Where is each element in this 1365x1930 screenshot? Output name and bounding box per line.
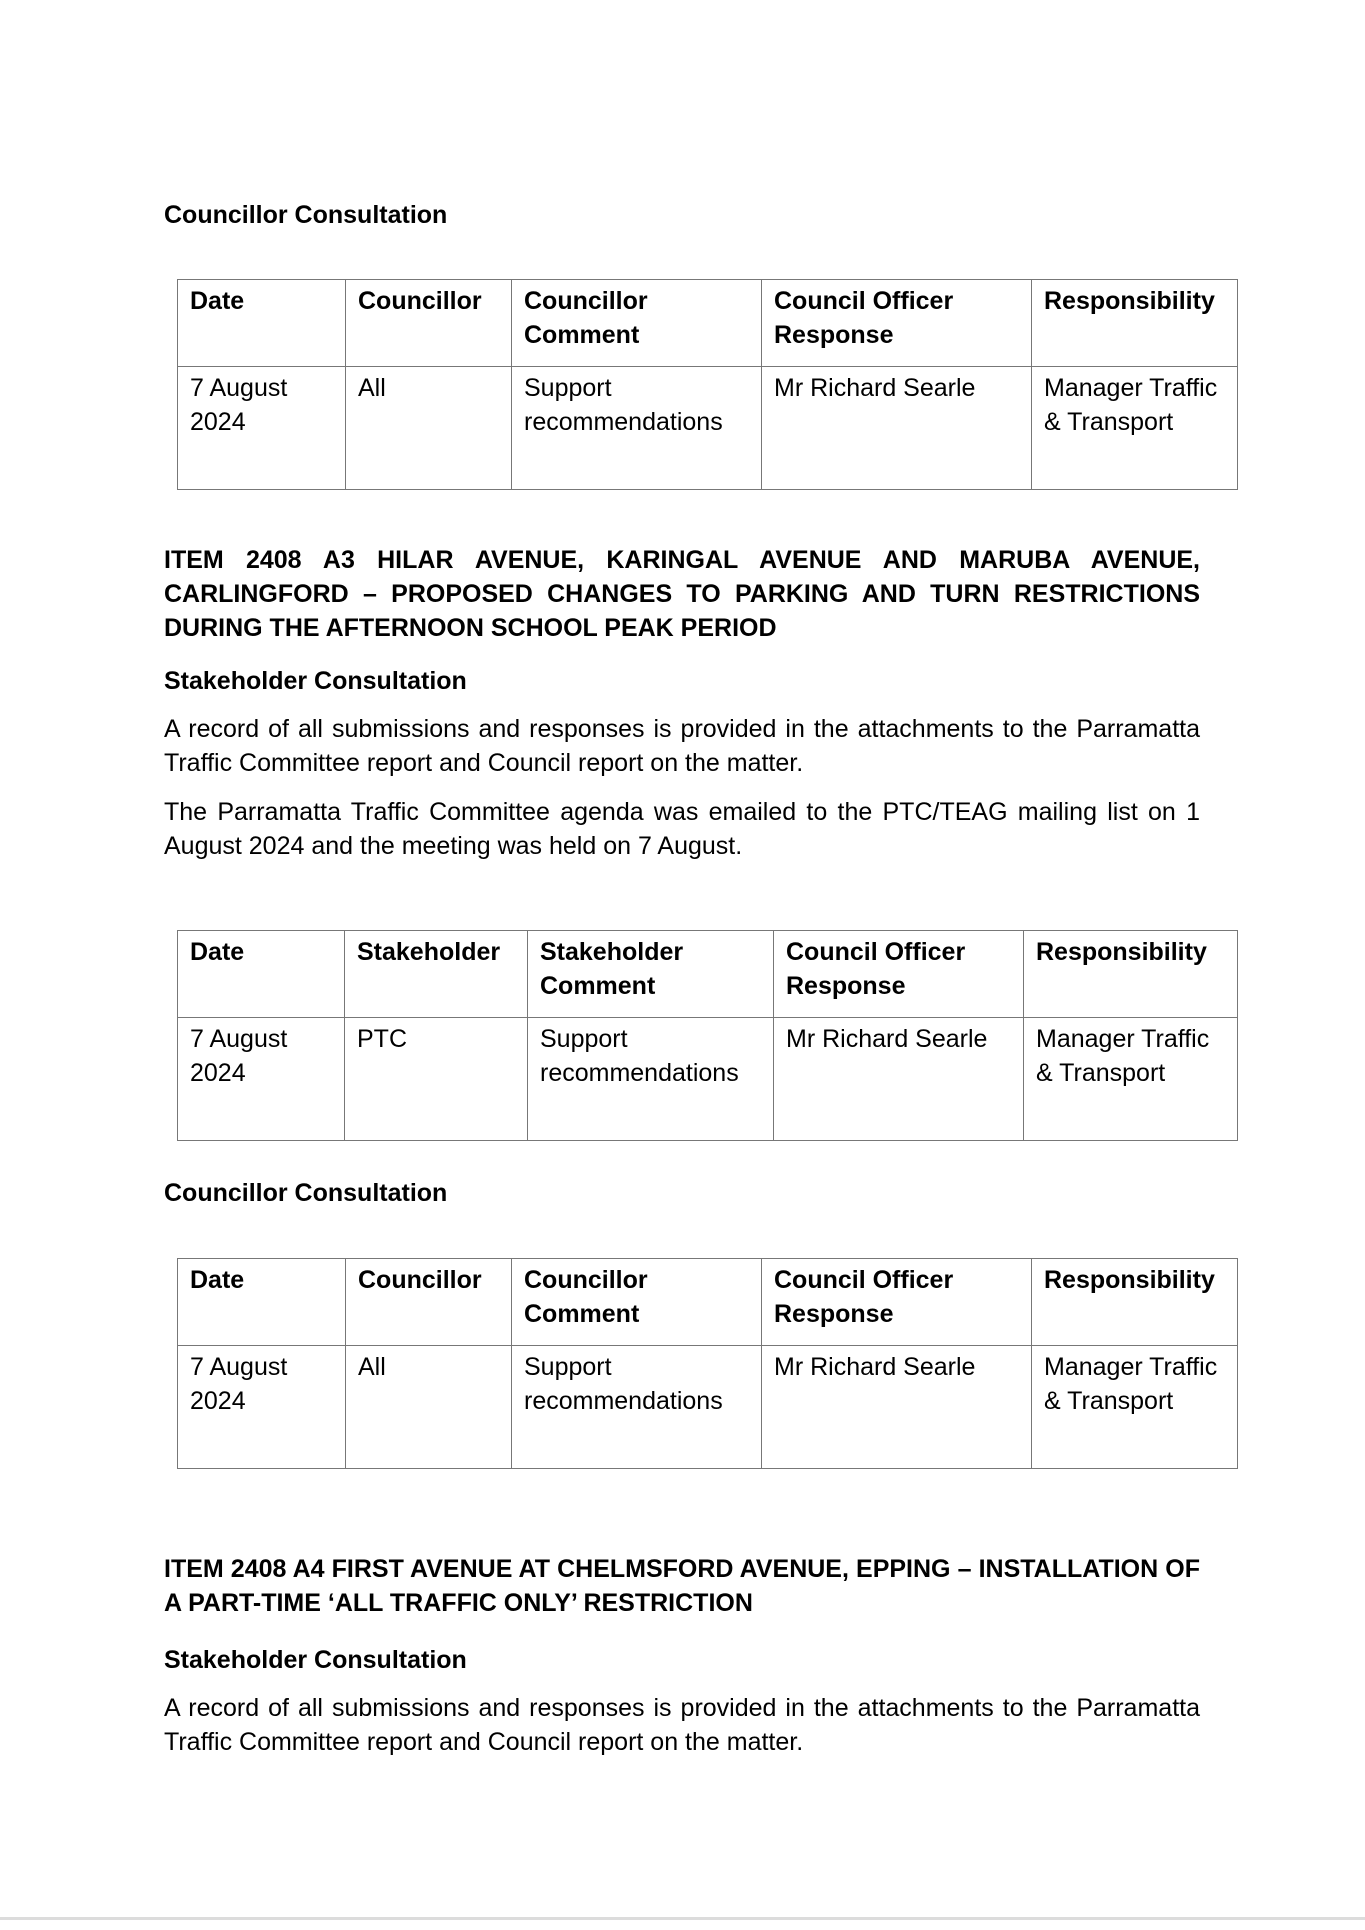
item-a4-stakeholder-heading: Stakeholder Consultation xyxy=(164,1646,467,1674)
cell-councillor: All xyxy=(346,1346,512,1469)
header-date: Date xyxy=(178,280,346,367)
header-councillor-comment: Councillor Comment xyxy=(512,280,762,367)
cell-responsibility: Manager Traffic & Transport xyxy=(1032,1346,1238,1469)
item-a3-stakeholder-table xyxy=(177,930,1238,1141)
header-councillor-comment: Councillor Comment xyxy=(512,1259,762,1346)
cell-comment: Support recommendations xyxy=(528,1018,774,1141)
item-a3-paragraph-2: The Parramatta Traffic Committee agenda was emailed to the PTC/TEAG mailing list on 1 August 2024 and the meeting was held on 7 August. xyxy=(164,798,1200,860)
cell-date: 7 August 2024 xyxy=(178,1346,346,1469)
table-header-row xyxy=(178,931,1238,1018)
cell-officer-response: Mr Richard Searle xyxy=(774,1018,1024,1141)
header-date: Date xyxy=(178,931,345,1018)
councillor-consultation-heading: Councillor Consultation xyxy=(164,201,448,229)
cell-officer-response: Mr Richard Searle xyxy=(762,367,1032,490)
cell-councillor: All xyxy=(346,367,512,490)
cell-date: 7 August 2024 xyxy=(178,1018,345,1141)
item-a3-councillor-heading: Councillor Consultation xyxy=(164,1179,448,1207)
cell-date: 7 August 2024 xyxy=(178,367,346,490)
cell-responsibility: Manager Traffic & Transport xyxy=(1024,1018,1238,1141)
table-header-row xyxy=(178,280,1238,367)
cell-stakeholder: PTC xyxy=(345,1018,528,1141)
header-officer-response: Council Officer Response xyxy=(762,1259,1032,1346)
cell-responsibility: Manager Traffic & Transport xyxy=(1032,367,1238,490)
item-a3-paragraph-1: A record of all submissions and responses is provided in the attachments to the Parramatta Traffic Committee report and Council report on the matter. xyxy=(164,715,1200,777)
header-councillor: Councillor xyxy=(346,280,512,367)
cell-officer-response: Mr Richard Searle xyxy=(762,1346,1032,1469)
header-responsibility: Responsibility xyxy=(1024,931,1238,1018)
table-row xyxy=(178,1346,1238,1469)
table-row xyxy=(178,1018,1238,1141)
cell-comment: Support recommendations xyxy=(512,367,762,490)
item-a3-councillor-table xyxy=(177,1258,1238,1469)
item-a4-paragraph-1: A record of all submissions and responses is provided in the attachments to the Parramatta Traffic Committee report and Council report on the matter. xyxy=(164,1694,1200,1756)
header-responsibility: Responsibility xyxy=(1032,1259,1238,1346)
header-stakeholder-comment: Stakeholder Comment xyxy=(528,931,774,1018)
header-stakeholder: Stakeholder xyxy=(345,931,528,1018)
table-row xyxy=(178,367,1238,490)
page-bottom-edge xyxy=(0,1917,1365,1920)
cell-comment: Support recommendations xyxy=(512,1346,762,1469)
header-date: Date xyxy=(178,1259,346,1346)
item-a3-title: ITEM 2408 A3 HILAR AVENUE, KARINGAL AVENUE AND MARUBA AVENUE, CARLINGFORD – PROPOSED CHANGES TO PARKING AND TURN RESTRICTIONS DURING THE AFTERNOON SCHOOL PEAK PERIOD xyxy=(164,546,1200,642)
header-officer-response: Council Officer Response xyxy=(762,280,1032,367)
item-a3-stakeholder-heading: Stakeholder Consultation xyxy=(164,667,467,695)
header-officer-response: Council Officer Response xyxy=(774,931,1024,1018)
councillor-consultation-table xyxy=(177,279,1238,490)
item-a4-title: ITEM 2408 A4 FIRST AVENUE AT CHELMSFORD AVENUE, EPPING – INSTALLATION OF A PART-TIME ‘ALL TRAFFIC ONLY’ RESTRICTION xyxy=(164,1555,1200,1617)
header-councillor: Councillor xyxy=(346,1259,512,1346)
header-responsibility: Responsibility xyxy=(1032,280,1238,367)
table-header-row xyxy=(178,1259,1238,1346)
